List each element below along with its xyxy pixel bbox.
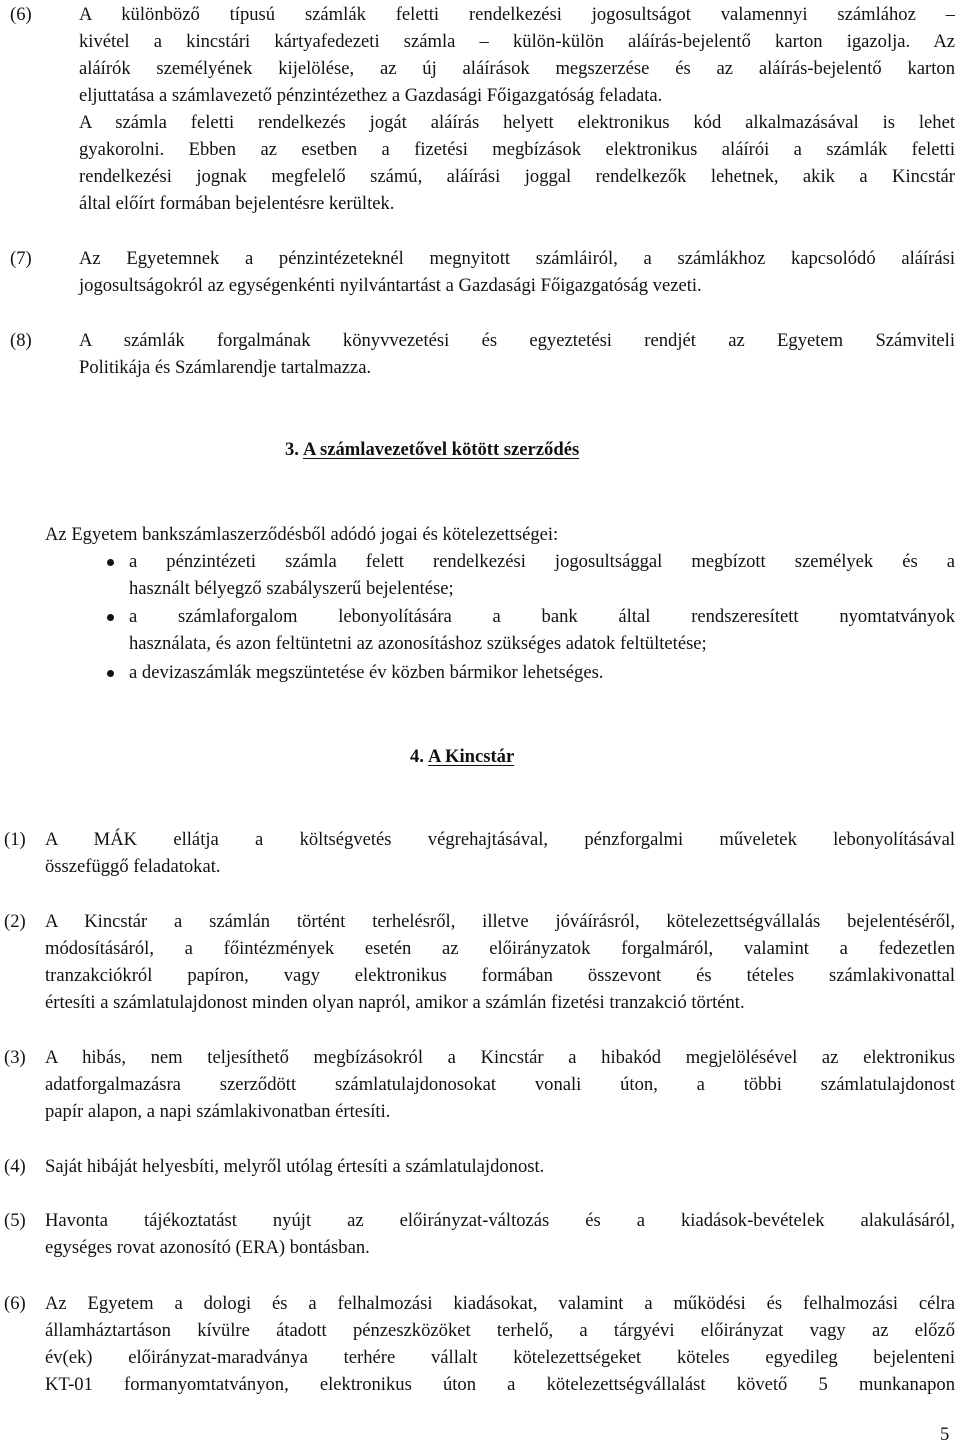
paragraph-line: rendelkezési jognak megfelelő számú, aláírási joggal rendelkezők lehetnek, akik a Kincstár [79,166,955,187]
bullet-icon [107,559,114,566]
section-3-heading [285,437,579,463]
paragraph-number: (8) [10,330,32,351]
paragraph-line: adatforgalmazásra szerződött számlatulajdonosokat vonali úton, a többi számlatulajdonost [45,1074,955,1095]
section-title: A számlavezetővel kötött szerződés [302,439,580,460]
section-3-intro: Az Egyetem bankszámlaszerződésből adódó jogai és kötelezettségei: [45,524,559,545]
page-number: 5 [940,1424,950,1445]
paragraph-line: Havonta tájékoztatást nyújt az előirányzat-változás és a kiadások-bevételek alakulásáról, [45,1210,955,1231]
paragraph-line: Az Egyetemnek a pénzintézeteknél megnyitott számláiról, a számlákhoz kapcsolódó aláírási [79,248,955,269]
section-number: 4. [410,746,424,767]
paragraph-line: összefüggő feladatokat. [45,856,221,877]
paragraph-line: papír alapon, a napi számlakivonatban értesíti. [45,1101,391,1122]
paragraph-line: A Kincstár a számlán történt terhelésről, illetve jóváírásról, kötelezettségvállalás bejelentéséről, [45,911,955,932]
paragraph-line: tranzakciókról papíron, vagy elektronikus formában összevont és tételes számlakivonattal [45,965,955,986]
paragraph-line: A számlák forgalmának könyvvezetési és egyeztetési rendjét az Egyetem Számviteli [79,330,955,351]
list-item-line: a pénzintézeti számla felett rendelkezési jogosultsággal megbízott személyek és a [129,551,955,572]
paragraph-number: (6) [4,1293,26,1314]
paragraph-line: gyakorolni. Ebben az esetben a fizetési megbízások elektronikus aláírói a számlák feletti [79,139,955,160]
list-item-line: használt bélyegző szabályszerű bejelentése; [129,578,454,599]
paragraph-line: A MÁK ellátja a költségvetés végrehajtásával, pénzforgalmi műveletek lebonyolításával [45,829,955,850]
paragraph-line: A hibás, nem teljesíthető megbízásokról a Kincstár a hibakód megjelölésével az elektronikus [45,1047,955,1068]
list-item-line: a devizaszámlák megszüntetése év közben bármikor lehetséges. [129,662,604,683]
paragraph-line: Az Egyetem a dologi és a felhalmozási kiadásokat, valamint a működési és felhalmozási célra [45,1293,955,1314]
paragraph-line: értesíti a számlatulajdonost minden olyan napról, amikor a számlán fizetési tranzakció történt. [45,992,745,1013]
list-item-line: használata, és azon feltüntetni az azonosításhoz szükséges adatok feltültetése; [129,633,707,654]
paragraph-number: (6) [10,4,32,25]
paragraph-number: (2) [4,911,26,932]
paragraph-line: Politikája és Számlarendje tartalmazza. [79,357,372,378]
paragraph-line: egységes rovat azonosító (ERA) bontásban. [45,1237,370,1258]
paragraph-number: (3) [4,1047,26,1068]
paragraph-line: aláírók személyének kijelölése, az új aláírások megszerzése és az aláírás-bejelentő karton [79,58,955,79]
paragraph-line: A különböző típusú számlák feletti rendelkezési jogosultságot valamennyi számlához – [79,4,955,25]
paragraph-number: (7) [10,248,32,269]
paragraph-line: módosításáról, a főintézmények esetén az előirányzatok forgalmáról, valamint a fedezetlen [45,938,955,959]
paragraph-line: év(ek) előirányzat-maradványa terhére vállalt kötelezettségeket köteles egyedileg bejelenteni [45,1347,955,1368]
paragraph-number: (1) [4,829,26,850]
paragraph-line: jogosultságokról az egységenkénti nyilvántartást a Gazdasági Főigazgatóság vezeti. [79,275,702,296]
bullet-icon [107,614,114,621]
paragraph-line: Saját hibáját helyesbíti, melyről utólag értesíti a számlatulajdonost. [45,1156,545,1177]
list-item-line: a számlaforgalom lebonyolítására a bank által rendszeresített nyomtatványok [129,606,955,627]
paragraph-line: által előírt formában bejelentésre kerültek. [79,193,395,214]
paragraph-line: A számla feletti rendelkezés jogát aláírás helyett elektronikus kód alkalmazásával is lehet [79,112,955,133]
paragraph-number: (5) [4,1210,26,1231]
paragraph-line: KT-01 formanyomtatványon, elektronikus úton a kötelezettségvállalást követő 5 munkanapon [45,1374,955,1395]
paragraph-line: államháztartáson kívülre átadott pénzeszközöket terhelő, a tárgyévi előirányzat vagy az előző [45,1320,955,1341]
paragraph-number: (4) [4,1156,26,1177]
paragraph-line: eljuttatása a számlavezető pénzintézethez a Gazdasági Főigazgatóság feladata. [79,85,663,106]
section-title: A Kincstár [427,746,515,767]
section-4-heading [410,744,514,770]
section-number: 3. [285,439,299,460]
bullet-icon [107,670,114,677]
paragraph-line: kivétel a kincstári kártyafedezeti számla – külön-külön aláírás-bejelentő karton igazolja. Az [79,31,955,52]
